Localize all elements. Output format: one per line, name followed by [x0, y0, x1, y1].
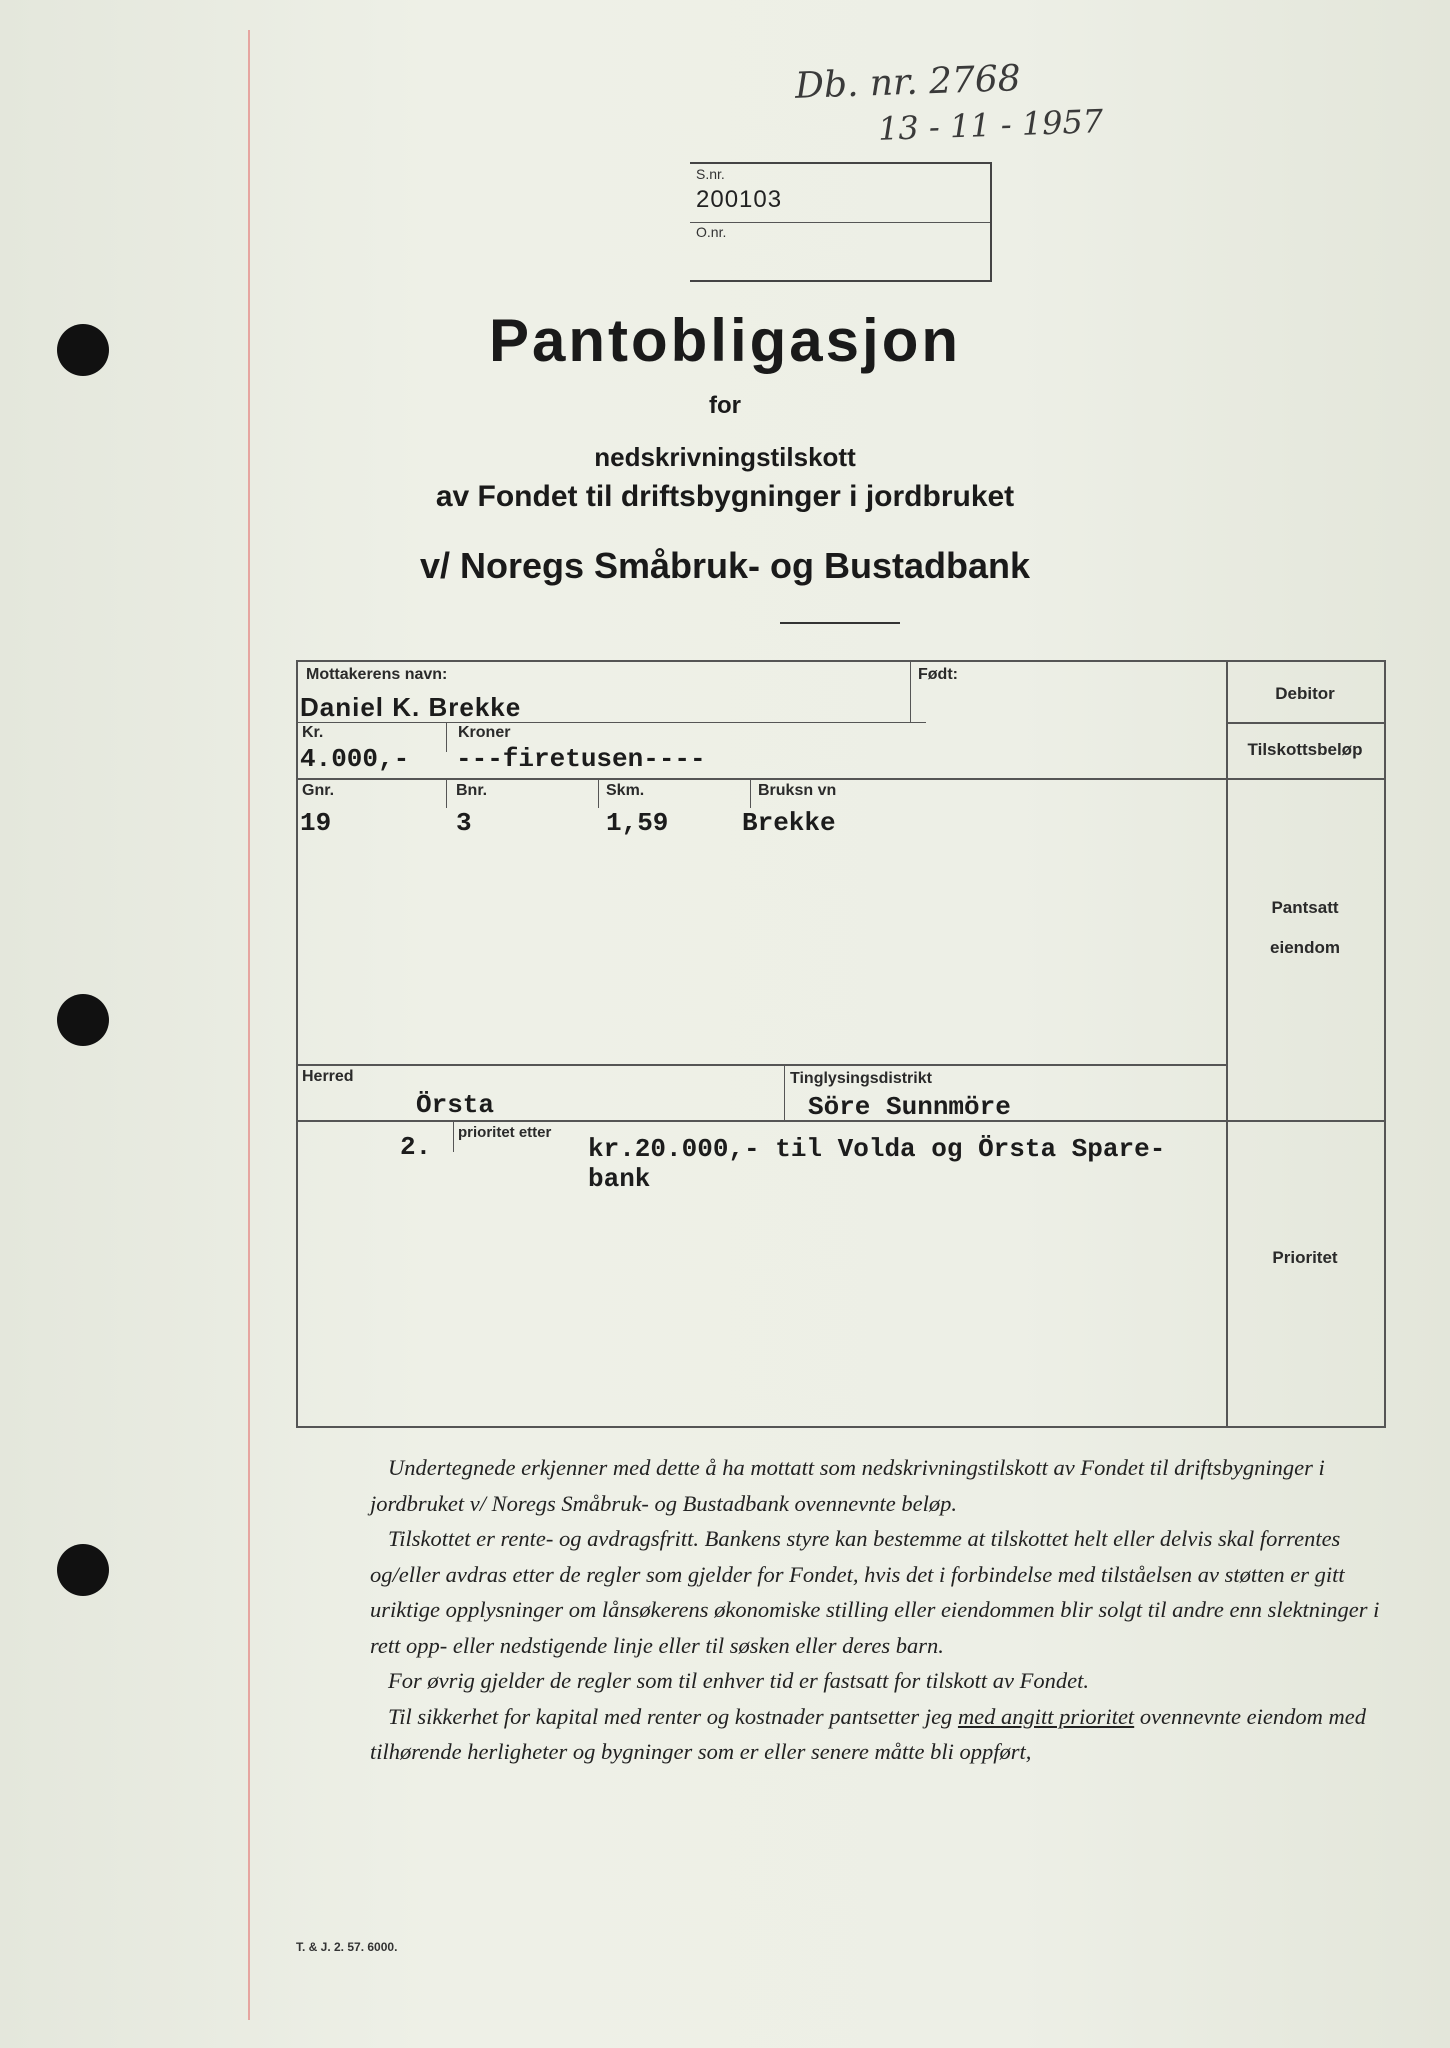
- title-fund: av Fondet til driftsbygninger i jordbruket: [435, 480, 1015, 513]
- terms-paragraph-3: For øvrig gjelder de regler som til enhver tid er fastsatt for tilskott av Fondet.: [388, 1668, 1089, 1693]
- punch-hole: [57, 1544, 109, 1596]
- handwritten-date: 13 - 11 - 1957: [877, 102, 1104, 148]
- terms-text: [370, 1450, 1385, 1770]
- handwritten-db-number: Db. nr. 2768: [794, 58, 1022, 107]
- kroner-value: ---firetusen----: [456, 744, 706, 774]
- title-for: for: [709, 392, 741, 419]
- prioritet-number: 2.: [400, 1132, 432, 1162]
- prioritet-etter-label: prioritet etter: [458, 1124, 552, 1141]
- gnr-value: 19: [300, 808, 332, 838]
- kr-label: Kr.: [302, 724, 324, 741]
- herred-label: Herred: [302, 1068, 354, 1085]
- terms-paragraph-2: Tilskottet er rente- og avdragsfritt. Bankens styre kan bestemme at tilskottet helt eller delvis skal forrentes og/eller avdras etter de regler som gjelder for Fondet, hvis det i forbindelse med tilståelsen av støtten er gitt uriktige opplysninger om lånsøkerens økonomiske stilling eller eiendommen blir solgt til andre enn slektninger i rett opp- eller nedstigende linje eller til søsken eller deres barn.: [370, 1526, 1380, 1658]
- kr-value: 4.000,-: [300, 744, 410, 774]
- tinglysing-label: Tinglysingsdistrikt: [790, 1070, 932, 1087]
- tinglysing-value: Söre Sunnmöre: [808, 1092, 1011, 1122]
- print-code: T. & J. 2. 57. 6000.: [296, 1940, 398, 1954]
- gnr-label: Gnr.: [302, 782, 335, 799]
- terms-p4-underlined: med angitt prioritet: [957, 1703, 1135, 1729]
- herred-value: Örsta: [416, 1090, 495, 1120]
- terms-paragraph-1: Undertegnede erkjenner med dette å ha mottatt som nedskrivningstilskott av Fondet til driftsbygninger i jordbruket v/ Noregs Småbruk- og Bustadbank ovennevnte beløp.: [370, 1455, 1325, 1516]
- born-label: Født:: [918, 666, 958, 683]
- bruksnavn-value: Brekke: [742, 808, 836, 838]
- onr-label: O.nr.: [696, 224, 727, 240]
- kroner-label: Kroner: [458, 724, 511, 741]
- side-label-tilskott: Tilskottsbeløp: [1247, 740, 1363, 759]
- bnr-label: Bnr.: [456, 782, 488, 799]
- prioritet-line-2: bank: [588, 1164, 651, 1194]
- snr-value: 200103: [696, 186, 783, 213]
- prioritet-line-1: kr.20.000,- til Volda og Örsta Spare-: [588, 1134, 1166, 1164]
- skm-value: 1,59: [606, 808, 669, 838]
- bruksnavn-label: Bruksn vn: [758, 782, 837, 799]
- snr-label: S.nr.: [696, 166, 725, 182]
- side-label-prioritet: Prioritet: [1272, 1248, 1338, 1267]
- bnr-value: 3: [456, 808, 472, 838]
- side-label-pantsatt: Pantsatt: [1271, 898, 1339, 917]
- punch-hole: [57, 994, 109, 1046]
- terms-p4-start: Til sikkerhet for kapital med renter og kostnader pantsetter jeg: [388, 1703, 953, 1729]
- skm-label: Skm.: [606, 782, 645, 799]
- recipient-name-value: Daniel K. Brekke: [300, 692, 522, 722]
- side-label-debitor: Debitor: [1275, 684, 1335, 703]
- terms-paragraph-4: [370, 1699, 1385, 1770]
- title-subject: nedskrivningstilskott: [594, 442, 856, 472]
- registration-stamp-box: [690, 162, 992, 282]
- recipient-name-label: Mottakerens navn:: [306, 666, 448, 683]
- title-bank: v/ Noregs Småbruk- og Bustadbank: [419, 545, 1031, 586]
- side-label-eiendom: eiendom: [1270, 938, 1340, 957]
- document-title: Pantobligasjon: [488, 307, 962, 374]
- obligation-form-table: [296, 660, 1386, 1428]
- terms-p4-end: ovennevnte eiendom med tilhørende herligheter og bygninger som er eller senere måtte bli oppført,: [370, 1703, 1366, 1764]
- title-divider: [780, 622, 900, 624]
